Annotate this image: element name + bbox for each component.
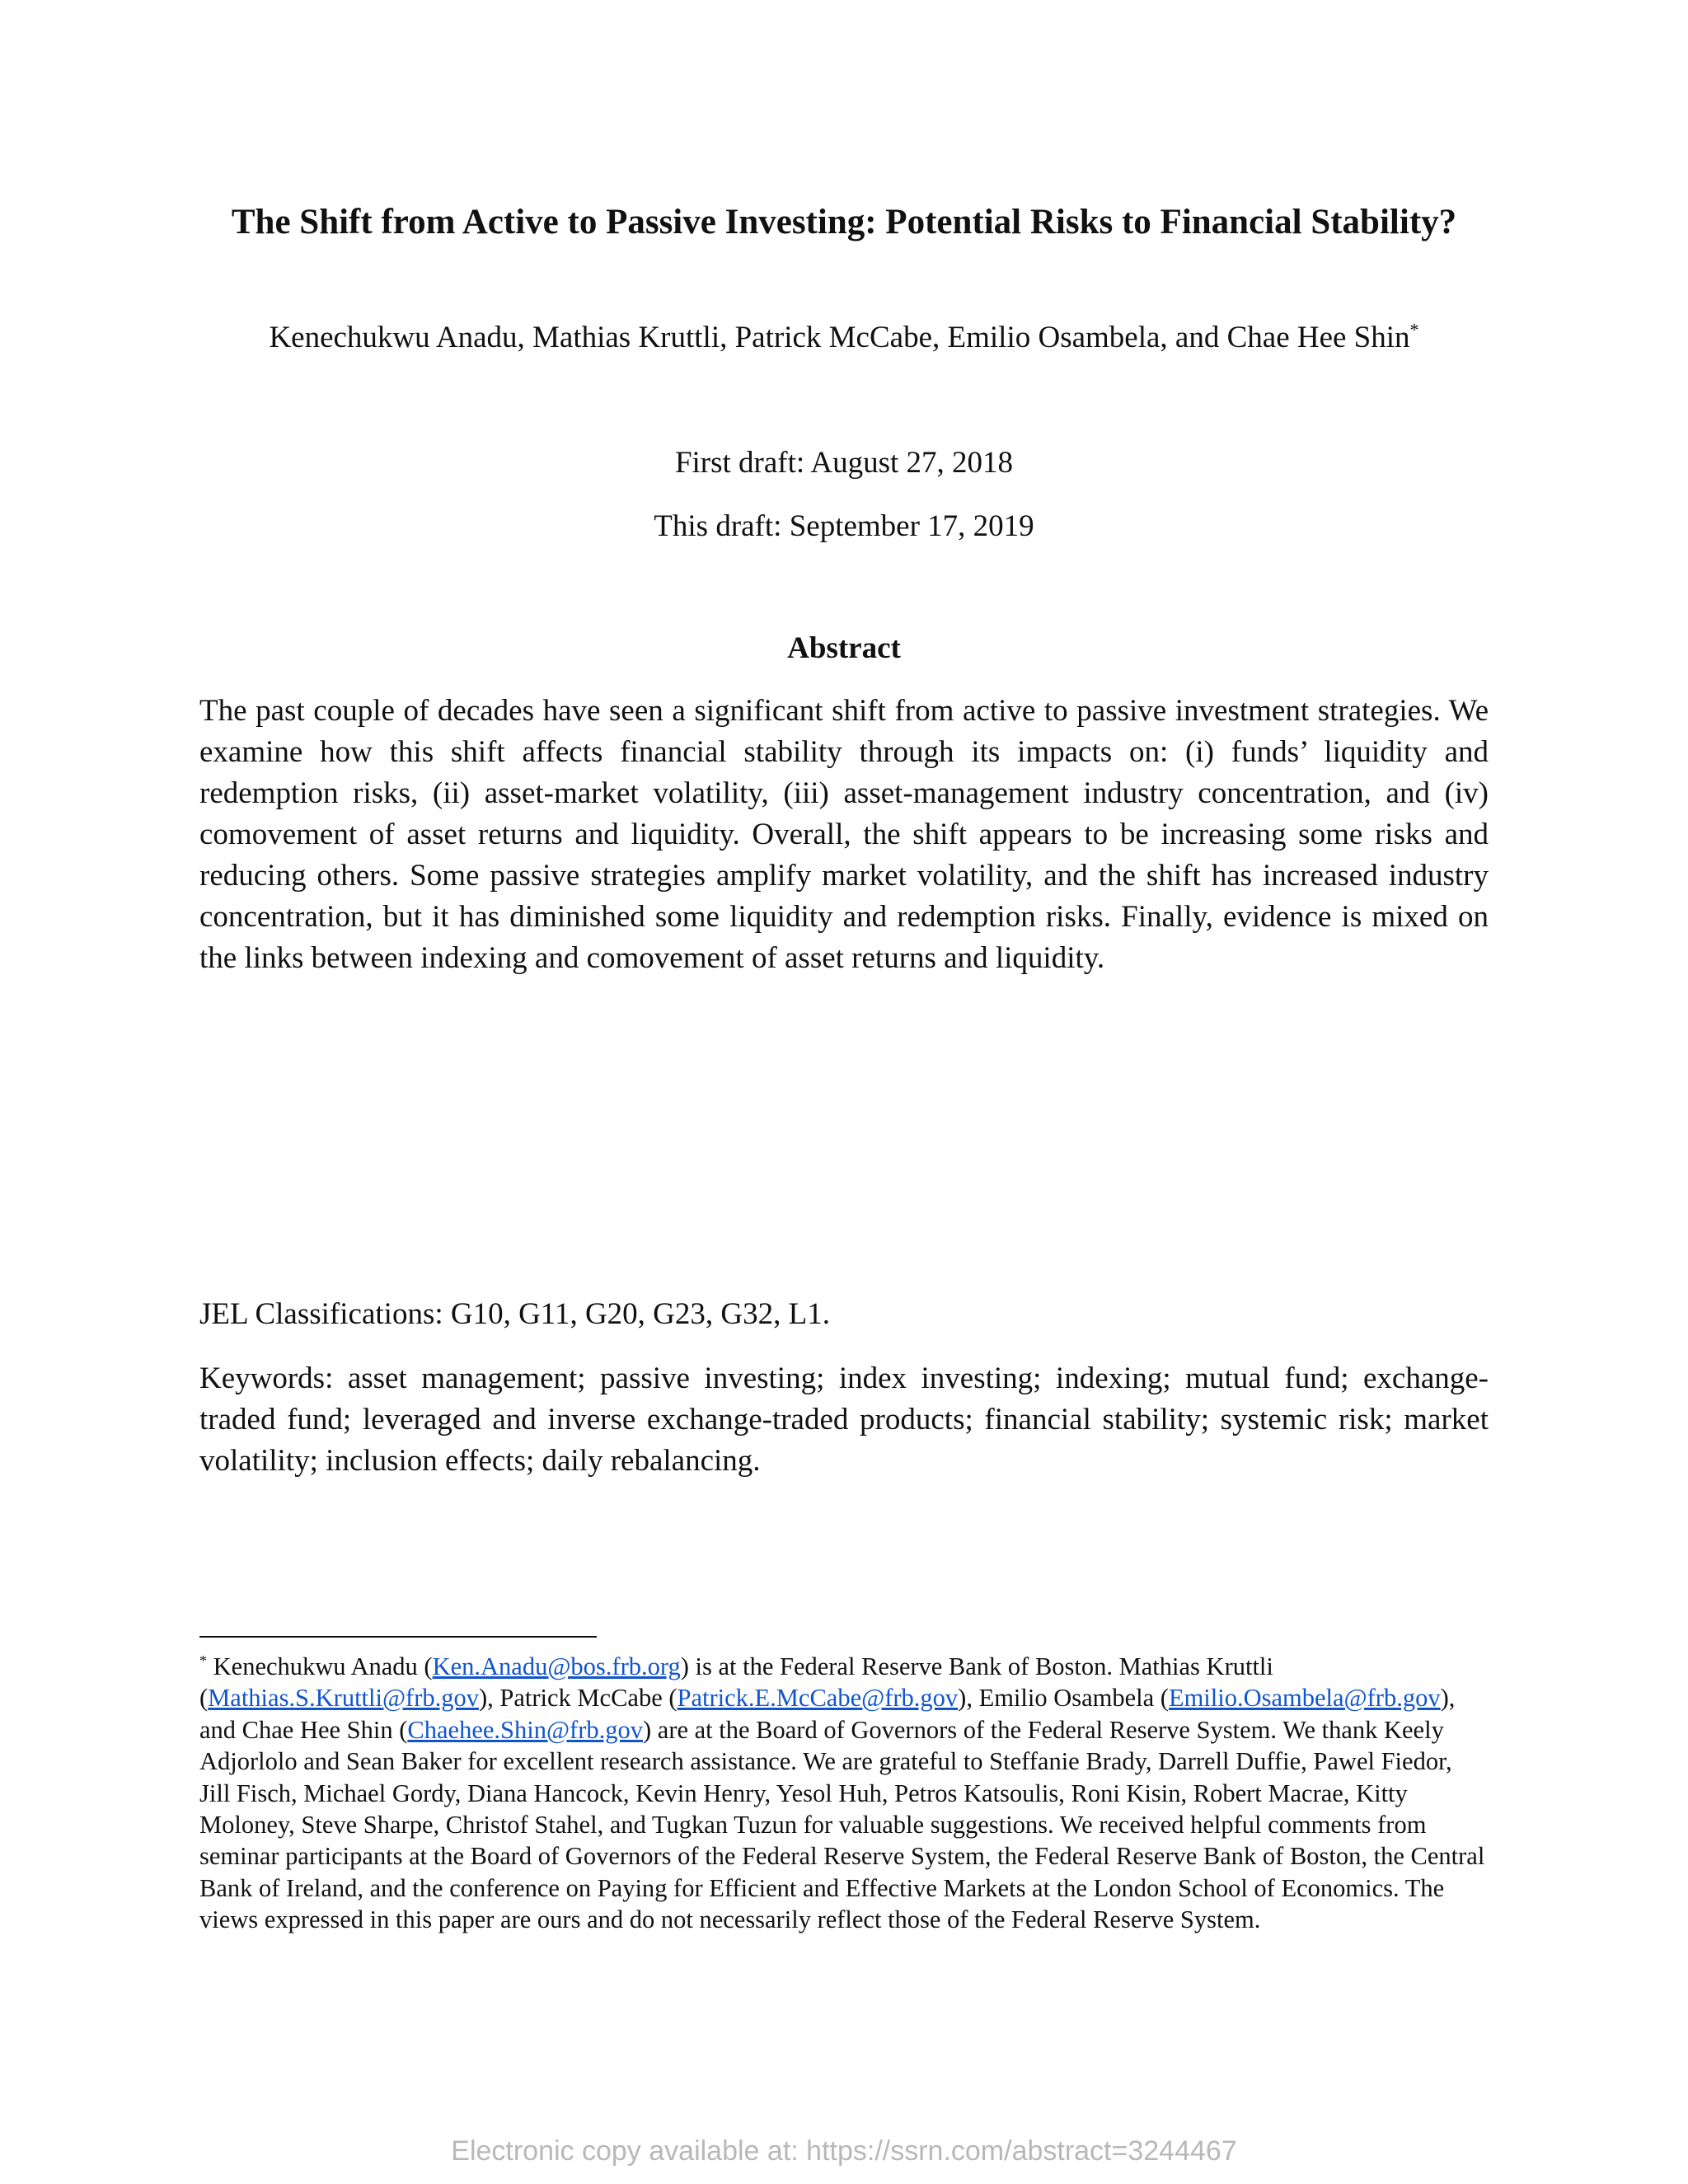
jel-classifications: JEL Classifications: G10, G11, G20, G23, G32, L1. bbox=[199, 1297, 830, 1331]
author-list bbox=[132, 315, 1556, 361]
author-footnote bbox=[199, 1651, 1489, 1936]
abstract-text: The past couple of decades have seen a significant shift from active to passive investment strategies. We examine how this shift affects financial stability through its impacts on: (i) funds’ liquidity and redemption risks, (ii) asset-market volatility, (iii) asset-management industry concentration, and (iv) comovement of asset returns and liquidity. Overall, the shift appears to be increasing some risks and reducing others. Some passive strategies amplify market volatility, and the shift has increased industry concentration, but it has diminished some liquidity and redemption risks. Finally, evidence is mixed on the links between indexing and comovement of asset returns and liquidity. bbox=[199, 694, 1489, 975]
email-link-shin[interactable]: Chaehee.Shin@frb.gov bbox=[407, 1715, 643, 1744]
footnote-text: ), and Chae Hee Shin ( bbox=[199, 1684, 1456, 1744]
email-link-osambela[interactable]: Emilio.Osambela@frb.gov bbox=[1168, 1684, 1441, 1713]
footnote-text: ), Patrick McCabe ( bbox=[479, 1684, 678, 1713]
abstract-heading: Abstract bbox=[787, 631, 901, 665]
footnote-marker: * bbox=[199, 1652, 207, 1669]
footnote-text: ), Emilio Osambela ( bbox=[958, 1684, 1169, 1713]
ssrn-watermark: Electronic copy available at: https://ssrn.com/abstract=3244467 bbox=[451, 2135, 1237, 2167]
first-draft-date: First draft: August 27, 2018 bbox=[674, 446, 1014, 480]
paper-title: The Shift from Active to Passive Investing: Potential Risks to Financial Stability? bbox=[231, 203, 1457, 241]
email-link-mccabe[interactable]: Patrick.E.McCabe@frb.gov bbox=[677, 1684, 959, 1713]
keywords: Keywords: asset management; passive investing; index investing; indexing; mutual fund; exchange-traded fund; leveraged and inverse exchange-traded products; financial stability; systemic risk; market volatility; inclusion effects; daily rebalancing. bbox=[199, 1361, 1489, 1478]
author-names: Kenechukwu Anadu, Mathias Kruttli, Patrick McCabe, Emilio Osambela, and Chae Hee Shin bbox=[269, 321, 1410, 354]
footnote-divider bbox=[199, 1636, 597, 1638]
email-link-anadu[interactable]: Ken.Anadu@bos.frb.org bbox=[432, 1652, 681, 1680]
email-link-kruttli[interactable]: Mathias.S.Kruttli@frb.gov bbox=[208, 1684, 479, 1713]
author-footnote-marker[interactable]: * bbox=[1409, 319, 1419, 340]
footnote-text: Kenechukwu Anadu ( bbox=[207, 1652, 433, 1680]
footnote-text: ) is at the Federal Reserve Bank of Boston. Mathias Kruttli ( bbox=[199, 1652, 1273, 1713]
this-draft-date: This draft: September 17, 2019 bbox=[654, 509, 1034, 543]
footnote-text: ) are at the Board of Governors of the Federal Reserve System. We thank Keely Adjorlolo and Sean Baker for excellent research assistance. We are grateful to Steffanie Brady, Darrell Duffie, Pawel Fiedor, Jill Fisch, Michael Gordy, Diana Hancock, Kevin Henry, Yesol Huh, Petros Katsoulis, Roni Kisin, Robert Macrae, Kitty Moloney, Steve Sharpe, Christof Stahel, and Tugkan Tuzun for valuable suggestions. We received helpful comments from seminar participants at the Board of Governors of the Federal Reserve System, the Federal Reserve Bank of Boston, the Central Bank of Ireland, and the conference on Paying for Efficient and Effective Markets at the London School of Economics. The views expressed in this paper are ours and do not necessarily reflect those of the Federal Reserve System. bbox=[199, 1715, 1485, 1934]
